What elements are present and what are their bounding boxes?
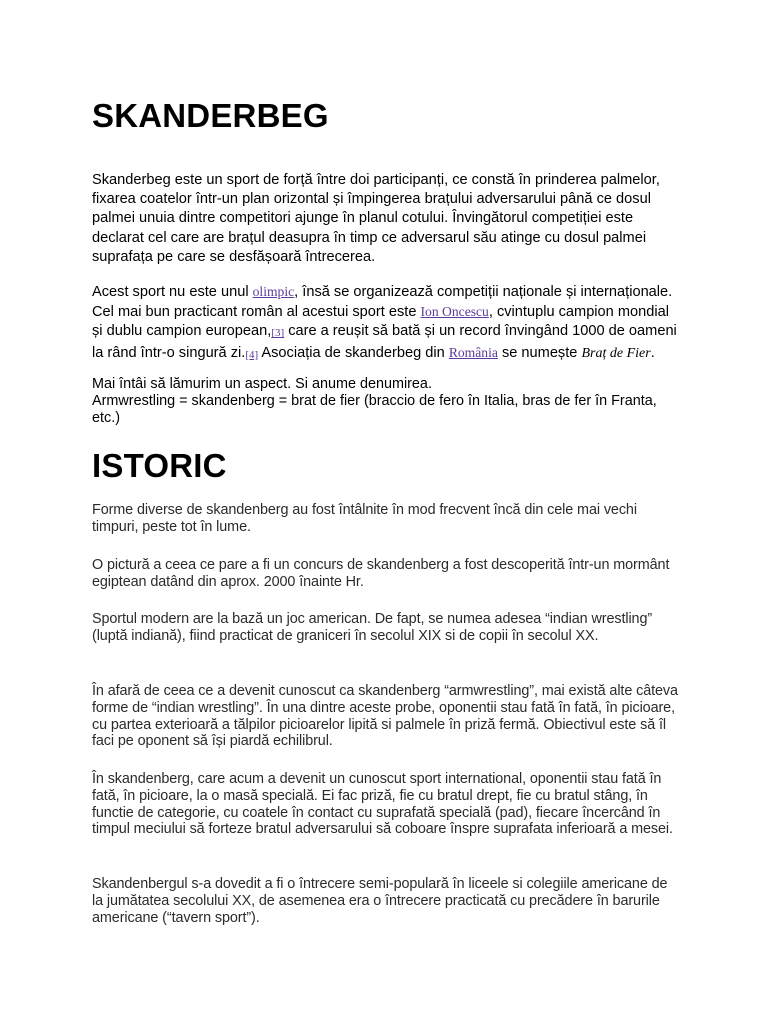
page-title: SKANDERBEG [92, 97, 329, 134]
istoric-paragraph-5: În skandenberg, care acum a devenit un cunoscut sport international, oponentii stau fată în fată, în picioare, la o masă specială. Ei fac priză, fie cu bratul drept, fie cu bratul stâng, în functie de categorie, cu coatele în contact cu suprafată specială (pad), fiecare încercând în timpul meciului să forteze bratul adversarului să coboare înspre suprafata inferioară a mesei. [92, 771, 673, 838]
istoric-paragraph-4: În afară de ceea ce a devenit cunoscut ca skandenberg “armwrestling”, mai există alte câteva forme de “indian wrestling”. În una dintre aceste probe, oponentii stau fată în fată, în picioare, cu partea exterioară a tălpilor picioarelor lipită si palmele în priză fermă. Obiectivul este să îl faci pe oponent să își piardă echilibrul. [92, 683, 678, 750]
istoric-paragraph-6: Skandenbergul s-a dovedit a fi o întrecere semi-populară în liceele si colegiile americane de la jumătatea secolului XX, de asemenea era o întrecere practicată cu precădere în barurile americane (“tavern sport”). [92, 876, 668, 926]
istoric-heading: ISTORIC [92, 447, 227, 484]
association-name: Braț de Fier [581, 345, 651, 361]
ion-oncescu-link[interactable]: Ion Oncescu [420, 304, 489, 320]
text-segment: . [650, 344, 655, 361]
olimpic-link[interactable]: olimpic [252, 284, 295, 299]
text-segment: se numește [497, 344, 582, 361]
istoric-paragraph-3: Sportul modern are la bază un joc american. De fapt, se numea adesea “indian wrestling” (luptă indiană), fiind practicat de graniceri în secolul XIX si de copii în secolul XX. [92, 611, 653, 644]
text-segment: , cvintuplu campion mondial și dublu campion european, [92, 304, 669, 340]
istoric-paragraph-2: O pictură a ceea ce pare a fi un concurs de skandenberg a fost descoperită într-un mormânt egiptean datând din aprox. 2000 înainte Hr. [92, 557, 670, 590]
text-segment: , însă se organizează competiții naționale și internaționale. Cel mai bun practicant român al acestui sport este [92, 284, 673, 321]
text-segment: care a reușit să bată și un record învingând 1000 de oameni la rând într-o singură zi. [92, 323, 677, 361]
text-segment: Acest sport nu este unul [92, 284, 253, 300]
reference-3-link[interactable]: [3] [271, 327, 285, 340]
intro-paragraph: Skanderbeg este un sport de forță între doi participanți, ce constă în prinderea palmelor, fixarea coatelor într-un plan orizontal și împingerea brațului adversarului până ce dosul palmei unuia dintre competitori ajunge în planul cotului. Învingătorul competiției este declarat cel care are brațul deasupra în timp ce adversarul său atinge cu dosul palmei suprafața pe care se desfășoară întrecerea. [92, 172, 660, 265]
naming-note-line-2: Armwrestling = skandenberg = brat de fier (braccio de fero în Italia, bras de fer în Franta, etc.) [92, 393, 657, 426]
text-segment: Asociația de skanderbeg din [258, 344, 449, 361]
istoric-paragraph-1: Forme diverse de skandenberg au fost întâlnite în mod frecvent încă din cele mai vechi timpuri, peste tot în lume. [92, 502, 637, 535]
olympic-status-paragraph [92, 282, 682, 364]
romania-link[interactable]: România [448, 344, 498, 360]
naming-note-line-1: Mai întâi să lămurim un aspect. Si anume denumirea. [92, 376, 432, 392]
naming-note [92, 376, 678, 427]
reference-4-link[interactable]: [4] [245, 348, 259, 361]
